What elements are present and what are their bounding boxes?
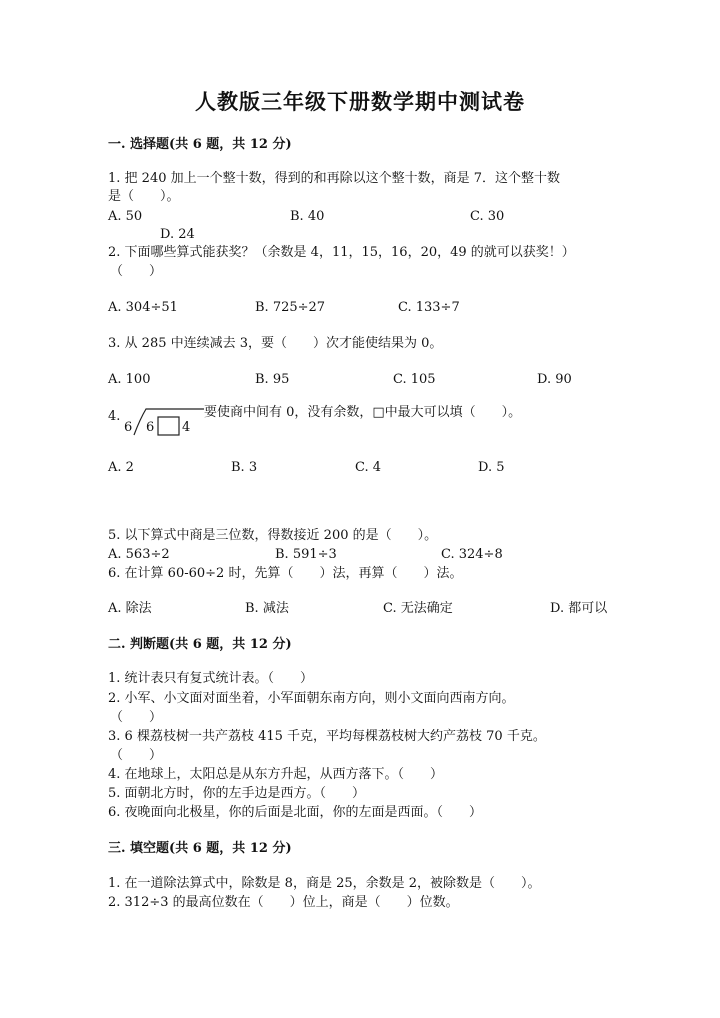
choice-q2-option-c: C. 133÷7 — [398, 300, 460, 315]
long-division-bracket-icon — [120, 405, 204, 441]
choice-q3-option-c: C. 105 — [393, 372, 436, 387]
choice-q6-option-c: C. 无法确定 — [383, 601, 453, 616]
choice-q1-line1: 1. 把 240 加上一个整十数，得到的和再除以这个整十数，商是 7．这个整十数 — [108, 171, 561, 186]
long-division-divisor: 6 — [124, 420, 133, 435]
choice-q2-option-a: A. 304÷51 — [108, 300, 178, 315]
fill-q1: 1. 在一道除法算式中，除数是 8，商是 25，余数是 2，被除数是（ ）。 — [108, 876, 541, 891]
choice-q5-option-a: A. 563÷2 — [108, 547, 170, 562]
fill-q2: 2. 312÷3 的最高位数在（ ）位上，商是（ ）位数。 — [108, 895, 459, 910]
long-division-figure — [120, 405, 204, 441]
choice-q6-option-a: A. 除法 — [108, 601, 152, 616]
choice-q4-text: 要使商中间有 0，没有余数，□中最大可以填（ ）。 — [204, 405, 522, 420]
choice-q2-option-b: B. 725÷27 — [255, 300, 326, 315]
judge-q3-line1: 3. 6 棵荔枝树一共产荔枝 415 千克，平均每棵荔枝树大约产荔枝 70 千克。 — [108, 729, 546, 744]
choice-q6-option-d: D. 都可以 — [550, 601, 608, 616]
choice-q1-option-a: A. 50 — [108, 209, 143, 224]
choice-q2-line2: （ ） — [110, 264, 163, 279]
choice-q6-option-b: B. 减法 — [245, 601, 289, 616]
long-division-dividend-left: 6 — [146, 420, 155, 435]
choice-q4-option-a: A. 2 — [108, 460, 134, 475]
choice-q4-option-c: C. 4 — [355, 460, 382, 475]
judge-q1: 1. 统计表只有复式统计表。（ ） — [108, 671, 314, 686]
blank-box-icon — [158, 417, 179, 435]
judge-q6: 6. 夜晚面向北极星，你的后面是北面，你的左面是西面。（ ） — [108, 805, 483, 820]
choice-q1-option-c: C. 30 — [470, 209, 505, 224]
judge-q5: 5. 面朝北方时，你的左手边是西方。（ ） — [108, 786, 366, 801]
choice-q1-option-d: D. 24 — [160, 227, 195, 242]
choice-q4-number: 4. — [108, 409, 121, 424]
choice-q1-line2: 是（ ）。 — [108, 189, 180, 204]
judge-q2-line2: （ ） — [110, 710, 163, 725]
page-title: 人教版三年级下册数学期中测试卷 — [195, 89, 525, 114]
choice-q5-option-c: C. 324÷8 — [441, 547, 503, 562]
choice-q1-option-b: B. 40 — [290, 209, 325, 224]
choice-q3-text: 3. 从 285 中连续减去 3，要（ ）次才能使结果为 0。 — [108, 336, 443, 351]
choice-q3-option-b: B. 95 — [255, 372, 290, 387]
choice-q2-line1: 2. 下面哪些算式能获奖？（余数是 4，11，15，16，20，49 的就可以获奖！） — [108, 245, 575, 260]
section-heading-fill: 三. 填空题(共 6 题，共 12 分) — [108, 841, 292, 856]
long-division-dividend-right: 4 — [182, 420, 191, 435]
section-heading-choice: 一. 选择题(共 6 题，共 12 分) — [108, 137, 292, 152]
choice-q6-text: 6. 在计算 60-60÷2 时，先算（ ）法，再算（ ）法。 — [108, 566, 463, 581]
choice-q3-option-d: D. 90 — [537, 372, 572, 387]
choice-q4-option-d: D. 5 — [478, 460, 505, 475]
choice-q4-option-b: B. 3 — [231, 460, 258, 475]
judge-q3-line2: （ ） — [110, 748, 163, 763]
choice-q5-option-b: B. 591÷3 — [275, 547, 337, 562]
choice-q5-text: 5. 以下算式中商是三位数，得数接近 200 的是（ ）。 — [108, 528, 438, 543]
judge-q4: 4. 在地球上，太阳总是从东方升起，从西方落下。（ ） — [108, 767, 444, 782]
section-heading-judge: 二. 判断题(共 6 题，共 12 分) — [108, 637, 292, 652]
choice-q3-option-a: A. 100 — [108, 372, 151, 387]
judge-q2-line1: 2. 小军、小文面对面坐着，小军面朝东南方向，则小文面向西南方向。 — [108, 691, 515, 706]
